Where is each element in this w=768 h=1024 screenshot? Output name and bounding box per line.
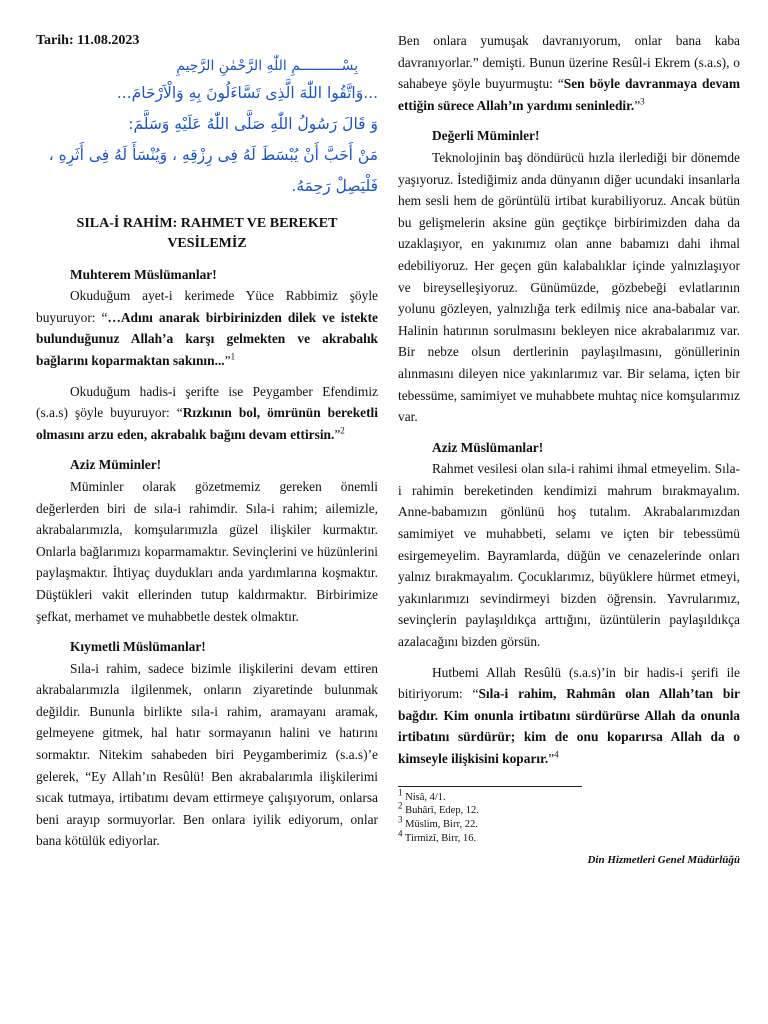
date-line: Tarih: 11.08.2023 xyxy=(36,33,140,48)
paragraph-values: Müminler olarak gözetmemiz gereken önemli değerlerden biri de sıla-i rahimdir. Sıla-i rahim; ailemizle, akrabalarımızla, komşularımızla güzel ilişkiler kurmaktır. Onlarla bağlarımızı koparmamaktır. Sevinçlerini ve hüzünlerini paylaşmaktır. İhtiyaç duydukları anda yardımlarına koşmaktır. Düştükleri vakit ellerinden tutup kaldırmaktır. Birbirimize şefkat, merhamet ve muhabbetle destek olmaktır. xyxy=(36,478,378,624)
heading-degerli: Değerli Müminler! xyxy=(432,128,540,144)
verse-quote: …Adını anarak birbirinizden dilek ve istekte bulunduğunuz Allah’a karşı gelmekten ve akrabalık bağlarını koparmaktan sakının... xyxy=(36,309,378,368)
basmala: بِسْــــــــــمِ اللّٰهِ الرَّحْمٰنِ الرَّحِيمِ xyxy=(176,57,358,74)
hadith-quote: Sen böyle davranmaya devam ettiğin sürece Allah’ın yardımı seninledir. xyxy=(398,76,740,113)
paragraph-sila-meaning: Sıla-i rahim, sadece bizimle ilişkilerini devam ettiren akrabalarımızla ilgilenmek, onların ziyaretinde bulunmak değildir. Bununla birlikte sıla-i rahim, aramayanı aramak, gelmeyene gitmek, hal hatır sormayanın halini ve hatırını sormaktır. Nitekim sahabeden biri Peygamberimiz (s.a.s)’e gelerek, “Ey Allah’ın Resûlü! Ben akrabalarımla ilişkilerimi sıcak tutmaya, irtibatımı devam ettirmeye çalışıyorum, onlarsa beni arayıp sormuyorlar. Ben onlara iyilik ediyorum, onlar bana kötülük ediyorlar. xyxy=(36,660,378,849)
heading-aziz-muslumanlar: Aziz Müslümanlar! xyxy=(432,439,544,455)
footnote-item: $^2$ Buhârî, Edep, 12. xyxy=(398,800,479,817)
sermon-title: SILA-İ RAHİM: RAHMET VE BEREKET VESİLEMİZ xyxy=(76,215,338,251)
footnote-item: $^1$ Nisâ, 4/1. xyxy=(398,787,446,803)
arabic-verse-line: ...وَاتَّقُوا اللّٰهَ الَّذِى تَسَّاءَلُونَ بِهِ وَالْاَرْحَامَ... xyxy=(116,83,378,102)
footnote-ref: 3 xyxy=(640,96,645,107)
signature: Din Hizmetleri Genel Müdürlüğü xyxy=(587,853,740,866)
arabic-hadith-intro: وَ قَالَ رَسُولُ اللّٰهِ صَلَّى اللّٰهُ عَلَيْهِ وَسَلَّمَ: xyxy=(128,114,378,133)
hadith-quote: Rızkının bol, ömrünün bereketli olmasını arzu eden, akrabalık bağını devam ettirsin. xyxy=(36,405,378,442)
paragraph-verse: Okuduğum ayet-i kerimede Yüce Rabbimiz şöyle buyuruyor: “…Adını anarak birbirinizden dilek ve istekte bulunduğunuz Allah’a karşı gelmekten ve akrabalık bağlarını koparmaktan sakının...”$^1$ xyxy=(36,288,378,368)
hadith-quote: Sıla-i rahim, Rahmân olan Allah’tan bir bağdır. Kim onunla irtibatını sürdürürse Allah da onunla irtibatını sürdürür; kim de onu koparırsa Allah da o kimseyle ilişkisini koparır. xyxy=(398,686,740,766)
footnote-ref: 4 xyxy=(554,749,559,760)
footnote-item: $^3$ Müslim, Birr, 22. xyxy=(398,814,478,831)
footnote-item: $^4$ Tirmizî, Birr, 16. xyxy=(398,828,477,844)
paragraph-advice: Rahmet vesilesi olan sıla-i rahimi ihmal etmeyelim. Sıla-i rahimin bereketinden kendimizi mahrum bırakmayalım. Anne-babamızın gönlünü hoş tutalım. Akrabalarımızdan samimiyet ve muhabbeti, selamı ve içten bir tebessümü esirgemeyelim. Bayramlarda, düğün ve cenazelerinde onları yalnız bırakmayalım. Çocuklarımız, büyüklere hürmet etmeyi, yakınlarımızı sevindirmeyi bizden öğrensin. Yavrularımız, sevinçlerin paylaşıldıkça arttığını, üzüntülerin paylaşıldıkça azalacağını bizden görsün. xyxy=(398,461,740,650)
heading-aziz-muminler: Aziz Müminler! xyxy=(70,457,162,473)
left-column xyxy=(36,30,378,852)
arabic-hadith-line: مَنْ أَحَبَّ أَنْ يُبْسَطَ لَهُ فِى رِزْقِهِ ، وَيُنْسَأَ لَهُ فِى أَثَرِهِ ، xyxy=(48,145,378,164)
paragraph-sahabe: Ben onlara yumuşak davranıyorum, onlar bana kaba davranıyorlar.” demişti. Bunun üzerine Resûl-i Ekrem (s.a.s), o sahabeye şöyle buyurmuştu: “Sen böyle davranmaya devam ettiğin sürece Allah’ın yardımı seninledir.”$^3$ xyxy=(398,33,740,113)
paragraph-hadith: Okuduğum hadis-i şerifte ise Peygamber Efendimiz (s.a.s) şöyle buyuruyor: “Rızkının bol, ömrünün bereketli olmasını arzu eden, akrabalık bağını devam ettirsin.”$^2$ xyxy=(36,383,378,442)
footnote-ref: 1 xyxy=(230,351,236,362)
paragraph-closing: Hutbemi Allah Resûlü (s.a.s)’in bir hadis-i şerifi ile bitiriyorum: “Sıla-i rahim, Rahmân olan Allah’tan bir bağdır. Kim onunla irtibatını sürdürürse Allah da onunla irtibatını sürdürür; kim de onu koparırsa Allah da o kimseyle ilişkisini koparır.”$^4$ xyxy=(398,664,740,766)
arabic-hadith-end: فَلْيَصِلْ رَحِمَهُ. xyxy=(291,176,378,195)
paragraph-technology: Teknolojinin baş döndürücü hızla ilerlediği bir dönemde yaşıyoruz. İstediğimiz anda dünyanın diğer ucundaki insanlarla hem sesli hem de görüntülü irtibat kurabiliyoruz. Ancak bütün bu gelişmelerin aksine gün geçtikçe birbirimizden daha da uzaklaşıyor, en yakınımız olan anne babamızı dahi ihmal edebiliyoruz. Her geçen gün kalabalıklar içinde yalnızlaşıyor ve bireyselleşiyoruz. Günümüzde, gözbebeği evlatlarının yolunu gözleyen, yalnızlığa terk edilmiş nice ana-babalar var. Halinin hatırının sorulmasını bekleyen nice akrabalarımız var. Bir nebze olsun dertlerinin paylaşılmasını, gönüllerinin alınmasını dileyen nice yakınlarımız var. Bir selama, içten bir tebessüme, samimiyet ve muhabbete muhtaç nice komşularımız var. xyxy=(398,149,740,425)
heading-kiymetli: Kıymetli Müslümanlar! xyxy=(70,639,206,655)
footnote-ref: 2 xyxy=(340,425,345,436)
heading-muhterem: Muhterem Müslümanlar! xyxy=(70,266,217,282)
right-column xyxy=(398,30,740,871)
arabic-block xyxy=(36,54,378,202)
footnote-divider xyxy=(398,786,582,787)
